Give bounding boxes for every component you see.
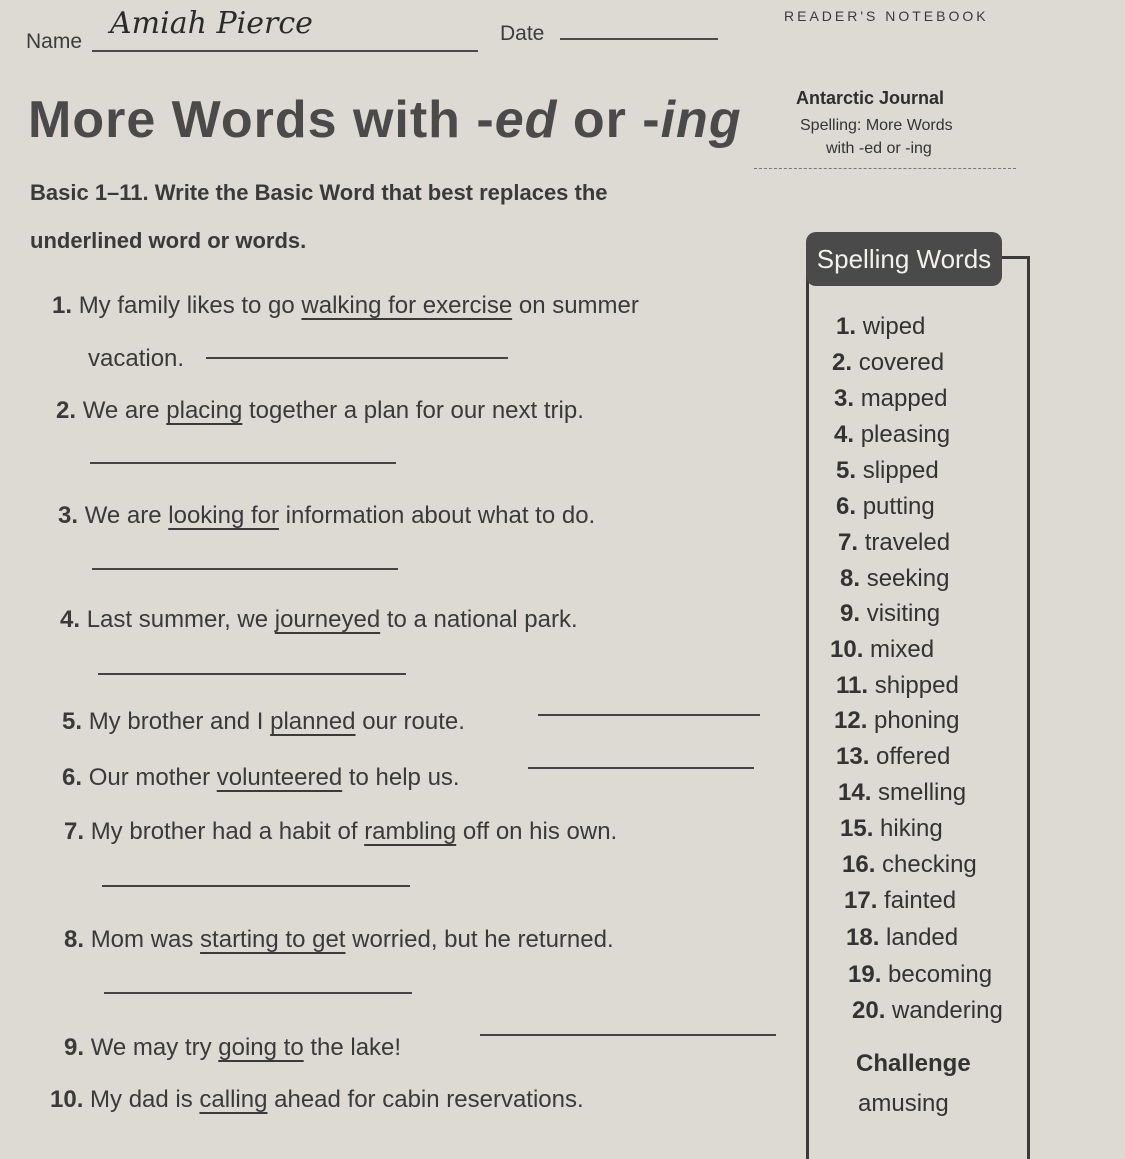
spelling-word-1: 1. wiped [836, 313, 926, 340]
answer-blank-9[interactable] [480, 1034, 776, 1036]
spelling-word-2: 2. covered [832, 349, 945, 376]
question-5: 5. My brother and I planned our route. [62, 708, 465, 735]
spelling-word-12: 12. phoning [834, 707, 960, 734]
instructions-line-2: underlined word or words. [30, 228, 307, 253]
spelling-word-13: 13. offered [836, 743, 951, 770]
notebook-label: READER'S NOTEBOOK [784, 8, 989, 24]
spelling-word-19: 19. becoming [848, 961, 993, 988]
instructions-line-1: Basic 1–11. Write the Basic Word that best replaces the [30, 180, 608, 205]
spelling-word-5: 5. slipped [836, 457, 939, 484]
question-2: 2. We are placing together a plan for our next trip. [56, 397, 584, 424]
question-10: 10. My dad is calling ahead for cabin reservations. [50, 1086, 584, 1113]
answer-blank-1[interactable] [206, 357, 508, 359]
spelling-word-14: 14. smelling [838, 779, 967, 806]
answer-blank-4[interactable] [98, 673, 406, 675]
question-4: 4. Last summer, we journeyed to a national park. [60, 606, 578, 633]
answer-blank-8[interactable] [104, 992, 412, 994]
question-9: 9. We may try going to the lake! [64, 1034, 402, 1061]
answer-blank-5[interactable] [538, 714, 760, 716]
challenge-label: Challenge [856, 1050, 971, 1077]
question-3: 3. We are looking for information about what to do. [58, 502, 596, 529]
spelling-word-9: 9. visiting [840, 600, 941, 627]
spelling-word-11: 11. shipped [836, 672, 959, 699]
spelling-word-16: 16. checking [842, 851, 977, 878]
date-line [560, 38, 718, 40]
spelling-word-7: 7. traveled [838, 529, 951, 556]
page-title: More Words with -ed or -ing [28, 91, 742, 149]
challenge-word-1: amusing [858, 1090, 949, 1117]
answer-blank-2[interactable] [90, 462, 396, 464]
spelling-word-20: 20. wandering [852, 997, 1003, 1024]
answer-blank-7[interactable] [102, 885, 410, 887]
spelling-subtitle-2: with -ed or -ing [826, 140, 932, 157]
spelling-subtitle-1: Spelling: More Words [800, 117, 953, 134]
date-label: Date [500, 22, 545, 45]
spelling-word-8: 8. seeking [840, 565, 950, 592]
spelling-words-title: Spelling Words [806, 232, 1002, 286]
question-7: 7. My brother had a habit of rambling off on his own. [64, 818, 618, 845]
question-1-continued: vacation. [88, 345, 185, 372]
spelling-word-4: 4. pleasing [834, 421, 951, 448]
spelling-word-10: 10. mixed [830, 636, 935, 663]
name-line [92, 50, 478, 52]
spelling-word-15: 15. hiking [840, 815, 943, 842]
name-value: Amiah Pierce [110, 6, 313, 41]
side-divider [754, 168, 1016, 169]
journal-title: Antarctic Journal [796, 88, 945, 108]
spelling-word-17: 17. fainted [844, 887, 957, 914]
spelling-word-3: 3. mapped [834, 385, 948, 412]
question-8: 8. Mom was starting to get worried, but he returned. [64, 926, 614, 953]
name-label: Name [26, 30, 83, 53]
spelling-word-18: 18. landed [846, 924, 959, 951]
question-6: 6. Our mother volunteered to help us. [62, 764, 460, 791]
question-1: 1. My family likes to go walking for exercise on summer [52, 292, 639, 319]
answer-blank-3[interactable] [92, 568, 398, 570]
answer-blank-6[interactable] [528, 767, 754, 769]
spelling-word-6: 6. putting [836, 493, 935, 520]
